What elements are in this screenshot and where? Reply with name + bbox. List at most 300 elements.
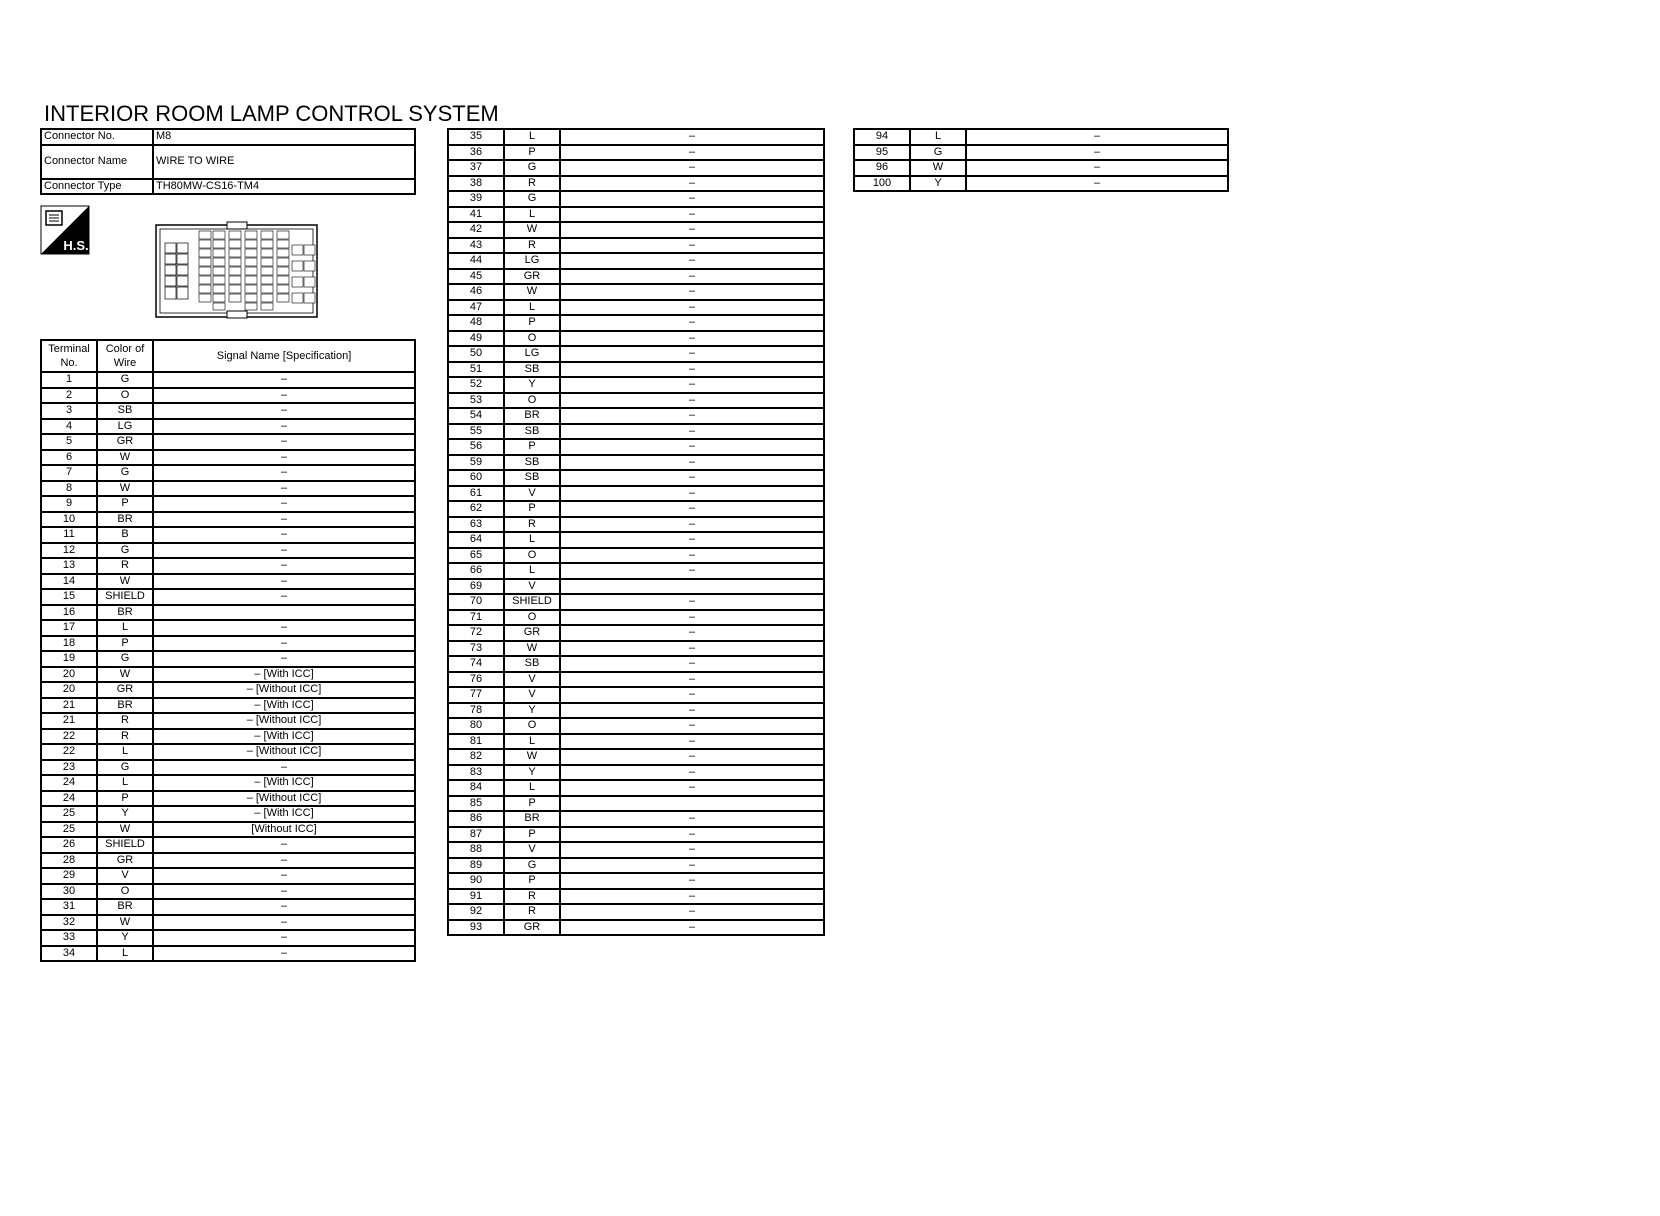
terminal-no-cell: 55	[448, 424, 504, 440]
table-row	[854, 145, 1228, 161]
terminal-no-cell: 83	[448, 765, 504, 781]
wire-color-cell: W	[97, 822, 153, 838]
wire-color-cell: BR	[97, 512, 153, 528]
table-row	[41, 465, 415, 481]
signal-name-cell: –	[560, 486, 824, 502]
signal-name-cell: –	[560, 672, 824, 688]
terminal-no-cell: 23	[41, 760, 97, 776]
signal-name-cell: – [With ICC]	[153, 729, 415, 745]
terminal-table-1	[40, 339, 416, 962]
table-row	[854, 129, 1228, 145]
wire-color-cell: G	[97, 465, 153, 481]
hs-harness-side-icon	[40, 205, 90, 255]
wire-color-cell: G	[97, 543, 153, 559]
table-row	[448, 579, 824, 595]
table-row	[448, 238, 824, 254]
signal-name-cell: – [Without ICC]	[153, 682, 415, 698]
terminal-no-cell: 8	[41, 481, 97, 497]
wire-color-cell: W	[97, 450, 153, 466]
signal-name-cell: –	[560, 424, 824, 440]
wire-color-cell: L	[504, 207, 560, 223]
signal-name-cell: –	[560, 548, 824, 564]
wire-color-cell: L	[97, 620, 153, 636]
table-row	[448, 532, 824, 548]
wire-color-cell: W	[504, 749, 560, 765]
terminal-no-cell: 93	[448, 920, 504, 936]
signal-name-cell: –	[560, 269, 824, 285]
signal-name-cell: –	[560, 160, 824, 176]
wire-color-cell: LG	[504, 346, 560, 362]
terminal-no-cell: 65	[448, 548, 504, 564]
signal-name-cell: –	[560, 238, 824, 254]
table-row	[41, 558, 415, 574]
terminal-no-cell: 42	[448, 222, 504, 238]
wire-color-cell: P	[504, 501, 560, 517]
terminal-no-cell: 14	[41, 574, 97, 590]
terminal-no-cell: 80	[448, 718, 504, 734]
terminal-no-cell: 25	[41, 822, 97, 838]
terminal-no-cell: 21	[41, 713, 97, 729]
table-row	[448, 362, 824, 378]
table-row	[448, 300, 824, 316]
signal-name-cell: –	[560, 362, 824, 378]
table-row	[448, 718, 824, 734]
wire-color-cell: SHIELD	[97, 589, 153, 605]
signal-name-cell: –	[560, 346, 824, 362]
table-row	[448, 904, 824, 920]
terminal-no-cell: 66	[448, 563, 504, 579]
terminal-no-cell: 3	[41, 403, 97, 419]
signal-name-cell: –	[560, 889, 824, 905]
wire-color-cell: G	[504, 191, 560, 207]
wire-color-cell: L	[504, 300, 560, 316]
wire-color-cell: P	[97, 496, 153, 512]
signal-name-cell: –	[560, 439, 824, 455]
wire-color-cell: R	[504, 889, 560, 905]
table-row	[41, 822, 415, 838]
signal-name-cell: –	[153, 512, 415, 528]
table-row	[448, 269, 824, 285]
terminal-no-cell: 44	[448, 253, 504, 269]
table-row	[448, 842, 824, 858]
table-row	[448, 455, 824, 471]
table-row	[448, 424, 824, 440]
wire-color-cell: W	[97, 574, 153, 590]
signal-name-cell: –	[560, 470, 824, 486]
signal-name-cell: –	[560, 393, 824, 409]
terminal-no-cell: 22	[41, 744, 97, 760]
signal-name-cell: –	[560, 765, 824, 781]
terminal-no-cell: 38	[448, 176, 504, 192]
signal-name-cell: –	[153, 465, 415, 481]
wire-color-cell: P	[504, 439, 560, 455]
terminal-no-cell: 96	[854, 160, 910, 176]
terminal-no-cell: 52	[448, 377, 504, 393]
signal-name-cell: – [Without ICC]	[153, 713, 415, 729]
wire-color-cell: W	[504, 641, 560, 657]
terminal-no-cell: 30	[41, 884, 97, 900]
wire-color-cell: P	[504, 796, 560, 812]
signal-name-cell: –	[560, 749, 824, 765]
terminal-no-cell: 1	[41, 372, 97, 388]
table-row	[41, 574, 415, 590]
signal-name-cell: –	[560, 656, 824, 672]
wire-color-cell: R	[504, 904, 560, 920]
wire-color-cell: P	[504, 827, 560, 843]
table-row	[448, 734, 824, 750]
table-row	[448, 672, 824, 688]
table-row	[448, 563, 824, 579]
signal-name-cell	[153, 605, 415, 621]
table-row	[448, 160, 824, 176]
signal-name-cell: –	[153, 481, 415, 497]
wire-color-cell: G	[97, 651, 153, 667]
signal-name-cell: – [With ICC]	[153, 775, 415, 791]
table-row	[41, 496, 415, 512]
signal-name-cell: –	[560, 718, 824, 734]
signal-name-cell: –	[966, 145, 1228, 161]
terminal-no-cell: 60	[448, 470, 504, 486]
table-row	[854, 176, 1228, 192]
table-row	[448, 315, 824, 331]
signal-name-cell: –	[153, 837, 415, 853]
table-row	[41, 450, 415, 466]
signal-name-cell: –	[560, 920, 824, 936]
wire-color-cell: GR	[504, 920, 560, 936]
signal-name-cell	[560, 579, 824, 595]
wire-color-cell: Y	[504, 377, 560, 393]
hs-badge-text: H.S.	[63, 238, 89, 253]
signal-name-cell: –	[560, 532, 824, 548]
table-row	[448, 284, 824, 300]
header-color-of-wire	[97, 340, 153, 372]
header-terminal-no	[41, 340, 97, 372]
connector-no-value: M8	[153, 129, 415, 145]
table-row	[41, 481, 415, 497]
table-row	[448, 145, 824, 161]
wire-color-cell: W	[97, 667, 153, 683]
terminal-no-cell: 48	[448, 315, 504, 331]
table-row	[41, 589, 415, 605]
signal-name-cell: –	[560, 858, 824, 874]
terminal-no-cell: 28	[41, 853, 97, 869]
table-row	[448, 796, 824, 812]
signal-name-cell: –	[560, 610, 824, 626]
table-row	[448, 470, 824, 486]
terminal-no-cell: 17	[41, 620, 97, 636]
signal-name-cell: –	[153, 636, 415, 652]
wire-color-cell: R	[504, 176, 560, 192]
table-row	[41, 667, 415, 683]
terminal-no-cell: 21	[41, 698, 97, 714]
table-row	[448, 129, 824, 145]
signal-name-cell: –	[153, 574, 415, 590]
wire-color-cell: L	[504, 563, 560, 579]
table-row	[448, 207, 824, 223]
wire-color-cell: V	[504, 842, 560, 858]
signal-name-cell: –	[560, 145, 824, 161]
terminal-no-cell: 9	[41, 496, 97, 512]
table-row	[448, 920, 824, 936]
wire-color-cell: W	[97, 915, 153, 931]
table-row	[448, 610, 824, 626]
wire-color-cell: GR	[504, 269, 560, 285]
wire-color-cell: W	[504, 222, 560, 238]
terminal-no-cell: 33	[41, 930, 97, 946]
terminal-no-cell: 13	[41, 558, 97, 574]
page-title: INTERIOR ROOM LAMP CONTROL SYSTEM	[44, 101, 499, 126]
signal-name-cell	[560, 796, 824, 812]
wire-color-cell: BR	[97, 605, 153, 621]
terminal-no-cell: 78	[448, 703, 504, 719]
wire-color-cell: SB	[97, 403, 153, 419]
table-row	[448, 858, 824, 874]
signal-name-cell: –	[560, 517, 824, 533]
table-row	[41, 791, 415, 807]
signal-name-cell: –	[560, 641, 824, 657]
signal-name-cell: –	[560, 703, 824, 719]
wire-color-cell: SB	[504, 455, 560, 471]
signal-name-cell: –	[560, 625, 824, 641]
wire-color-cell: G	[97, 372, 153, 388]
signal-name-cell: –	[560, 377, 824, 393]
terminal-no-cell: 77	[448, 687, 504, 703]
terminal-no-cell: 61	[448, 486, 504, 502]
table-row	[448, 501, 824, 517]
wire-color-cell: LG	[504, 253, 560, 269]
table-row	[448, 331, 824, 347]
terminal-no-cell: 20	[41, 667, 97, 683]
table-row	[448, 408, 824, 424]
wire-color-cell: LG	[97, 419, 153, 435]
signal-name-cell: – [With ICC]	[153, 667, 415, 683]
terminal-no-cell: 94	[854, 129, 910, 145]
terminal-no-cell: 100	[854, 176, 910, 192]
signal-name-cell: –	[560, 222, 824, 238]
terminal-no-cell: 10	[41, 512, 97, 528]
table-row	[41, 403, 415, 419]
terminal-no-cell: 50	[448, 346, 504, 362]
signal-name-cell: –	[153, 651, 415, 667]
table-row	[448, 703, 824, 719]
terminal-no-cell: 62	[448, 501, 504, 517]
signal-name-cell: –	[560, 408, 824, 424]
connector-face-diagram	[155, 221, 318, 319]
terminal-no-cell: 16	[41, 605, 97, 621]
wire-color-cell: G	[97, 760, 153, 776]
wire-color-cell: R	[504, 238, 560, 254]
wire-color-cell: P	[504, 145, 560, 161]
terminal-no-cell: 47	[448, 300, 504, 316]
table-row	[448, 827, 824, 843]
terminal-no-cell: 34	[41, 946, 97, 962]
terminal-no-cell: 59	[448, 455, 504, 471]
terminal-no-cell: 6	[41, 450, 97, 466]
table-row	[41, 636, 415, 652]
terminal-no-cell: 64	[448, 532, 504, 548]
signal-name-cell: –	[560, 284, 824, 300]
wire-color-cell: GR	[504, 625, 560, 641]
terminal-no-cell: 45	[448, 269, 504, 285]
signal-name-cell: –	[153, 496, 415, 512]
wire-color-cell: GR	[97, 682, 153, 698]
signal-name-cell: –	[560, 315, 824, 331]
table-row	[41, 419, 415, 435]
terminal-no-cell: 87	[448, 827, 504, 843]
table-row	[41, 512, 415, 528]
terminal-no-cell: 54	[448, 408, 504, 424]
wire-color-cell: P	[504, 315, 560, 331]
wire-color-cell: G	[910, 145, 966, 161]
table-row	[41, 884, 415, 900]
wire-color-cell: W	[97, 481, 153, 497]
table-row	[448, 594, 824, 610]
table-row	[854, 160, 1228, 176]
terminal-no-cell: 88	[448, 842, 504, 858]
wire-color-cell: R	[97, 558, 153, 574]
wire-color-cell: B	[97, 527, 153, 543]
terminal-table-2	[447, 128, 825, 936]
table-row	[448, 765, 824, 781]
signal-name-cell: –	[560, 253, 824, 269]
connector-name-value: WIRE TO WIRE	[153, 145, 415, 179]
terminal-table-3	[853, 128, 1229, 192]
table-row	[448, 625, 824, 641]
terminal-no-cell: 37	[448, 160, 504, 176]
connector-name-row	[41, 145, 415, 179]
terminal-no-cell: 35	[448, 129, 504, 145]
wire-color-cell: O	[504, 331, 560, 347]
table-row	[448, 377, 824, 393]
wire-color-cell: O	[504, 718, 560, 734]
signal-name-cell: –	[560, 687, 824, 703]
signal-name-cell: –	[153, 543, 415, 559]
wire-color-cell: O	[504, 393, 560, 409]
terminal-no-cell: 5	[41, 434, 97, 450]
wire-color-cell: BR	[97, 899, 153, 915]
terminal-no-cell: 51	[448, 362, 504, 378]
wire-color-cell: SB	[504, 656, 560, 672]
terminal-no-cell: 11	[41, 527, 97, 543]
terminal-no-cell: 84	[448, 780, 504, 796]
wire-color-cell: P	[97, 791, 153, 807]
signal-name-cell: –	[966, 129, 1228, 145]
wire-color-cell: L	[504, 129, 560, 145]
terminal-no-cell: 2	[41, 388, 97, 404]
terminal-no-cell: 15	[41, 589, 97, 605]
wire-color-cell: V	[504, 687, 560, 703]
wire-color-cell: R	[97, 729, 153, 745]
signal-name-cell: –	[560, 811, 824, 827]
wire-color-cell: GR	[97, 434, 153, 450]
header-color-of-wire-text: Color of Wire	[105, 343, 145, 369]
terminal-no-cell: 19	[41, 651, 97, 667]
table-row	[448, 486, 824, 502]
wire-color-cell: Y	[504, 765, 560, 781]
table-row	[41, 543, 415, 559]
wire-color-cell: BR	[97, 698, 153, 714]
wire-color-cell: V	[97, 868, 153, 884]
signal-name-cell: –	[560, 827, 824, 843]
table-row	[448, 393, 824, 409]
signal-name-cell: –	[153, 946, 415, 962]
signal-name-cell: –	[560, 455, 824, 471]
table-row	[41, 760, 415, 776]
wire-color-cell: SB	[504, 470, 560, 486]
terminal-no-cell: 53	[448, 393, 504, 409]
terminal-no-cell: 12	[41, 543, 97, 559]
connector-type-value: TH80MW-CS16-TM4	[153, 179, 415, 195]
terminal-no-cell: 76	[448, 672, 504, 688]
table-row	[41, 682, 415, 698]
wire-color-cell: V	[504, 672, 560, 688]
signal-name-cell: –	[560, 300, 824, 316]
wire-color-cell: O	[97, 388, 153, 404]
wire-color-cell: W	[504, 284, 560, 300]
table-row	[448, 439, 824, 455]
terminal-no-cell: 70	[448, 594, 504, 610]
terminal-no-cell: 72	[448, 625, 504, 641]
wire-color-cell: Y	[97, 806, 153, 822]
terminal-no-cell: 86	[448, 811, 504, 827]
terminal-no-cell: 63	[448, 517, 504, 533]
signal-name-cell: –	[560, 904, 824, 920]
signal-name-cell: –	[560, 191, 824, 207]
wire-color-cell: L	[910, 129, 966, 145]
terminal-no-cell: 32	[41, 915, 97, 931]
wire-color-cell: GR	[97, 853, 153, 869]
terminal-no-cell: 7	[41, 465, 97, 481]
connector-no-label: Connector No.	[41, 129, 153, 145]
wire-color-cell: R	[504, 517, 560, 533]
signal-name-cell: –	[560, 594, 824, 610]
terminal-no-cell: 43	[448, 238, 504, 254]
signal-name-cell: – [With ICC]	[153, 698, 415, 714]
terminal-no-cell: 74	[448, 656, 504, 672]
terminal-no-cell: 24	[41, 775, 97, 791]
signal-name-cell: –	[153, 527, 415, 543]
table-row	[41, 837, 415, 853]
signal-name-cell: –	[153, 853, 415, 869]
signal-name-cell: –	[560, 501, 824, 517]
signal-name-cell: –	[560, 176, 824, 192]
signal-name-cell: –	[153, 899, 415, 915]
terminal-no-cell: 81	[448, 734, 504, 750]
signal-name-cell: –	[153, 620, 415, 636]
table-row	[41, 698, 415, 714]
table-row	[41, 899, 415, 915]
signal-name-cell: –	[560, 331, 824, 347]
wire-color-cell: P	[97, 636, 153, 652]
table-row	[41, 388, 415, 404]
wire-color-cell: L	[504, 734, 560, 750]
terminal-no-cell: 92	[448, 904, 504, 920]
wire-color-cell: Y	[504, 703, 560, 719]
signal-name-cell: –	[560, 207, 824, 223]
terminal-no-cell: 90	[448, 873, 504, 889]
table-row	[41, 651, 415, 667]
terminal-no-cell: 39	[448, 191, 504, 207]
wire-color-cell: R	[97, 713, 153, 729]
table-row	[41, 744, 415, 760]
wire-color-cell: Y	[97, 930, 153, 946]
table-row	[41, 605, 415, 621]
wire-color-cell: V	[504, 579, 560, 595]
signal-name-cell: –	[153, 372, 415, 388]
wire-color-cell: BR	[504, 811, 560, 827]
connector-type-row	[41, 179, 415, 195]
signal-name-cell: –	[153, 403, 415, 419]
